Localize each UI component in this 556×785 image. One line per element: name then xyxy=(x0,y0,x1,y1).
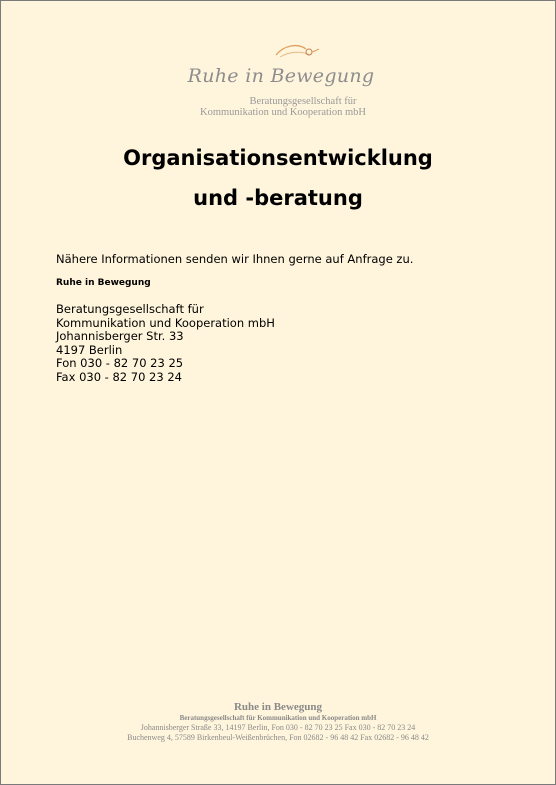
footer-address-birkenbeul: Buchenweg 4, 57589 Birkenbeul-Weißenbrüchen, Fon 02682 - 96 48 42 Fax 02682 - 96 48 42 xyxy=(127,733,429,742)
company-logo xyxy=(181,37,381,121)
address-line: Kommunikation und Kooperation mbH xyxy=(56,315,275,330)
page-footer xyxy=(1,701,555,743)
address-line: Fax 030 - 82 70 23 24 xyxy=(56,369,182,384)
address-line: 4197 Berlin xyxy=(56,342,123,357)
address-line: Johannisberger Str. 33 xyxy=(56,329,184,343)
swirl-logo-icon xyxy=(274,41,320,61)
footer-title: Ruhe in Bewegung xyxy=(233,701,323,713)
contact-company-name: Ruhe in Bewegung xyxy=(56,278,151,288)
address-line: Fon 030 - 82 70 23 25 xyxy=(56,356,184,370)
logo-title: Ruhe in Bewegung xyxy=(187,65,375,87)
page-title-line2: und -beratung xyxy=(193,186,363,210)
contact-address xyxy=(56,303,275,384)
intro-text: Nähere Informationen senden wir Ihnen gerne auf Anfrage zu. xyxy=(56,252,414,266)
page-title-line1: Organisationsentwicklung xyxy=(123,146,433,170)
logo-subtitle-line2: Kommunikation und Kooperation mbH xyxy=(200,107,366,118)
footer-address-berlin: Johannisberger Straße 33, 14197 Berlin, Fon 030 - 82 70 23 25 Fax 030 - 82 70 23 24 xyxy=(140,723,416,732)
footer-subtitle: Beratungsgesellschaft für Kommunikation und Kooperation mbH xyxy=(179,714,377,722)
address-line: Beratungsgesellschaft für xyxy=(56,302,204,316)
logo-subtitle-line1: Beratungsgesellschaft für xyxy=(249,96,357,107)
